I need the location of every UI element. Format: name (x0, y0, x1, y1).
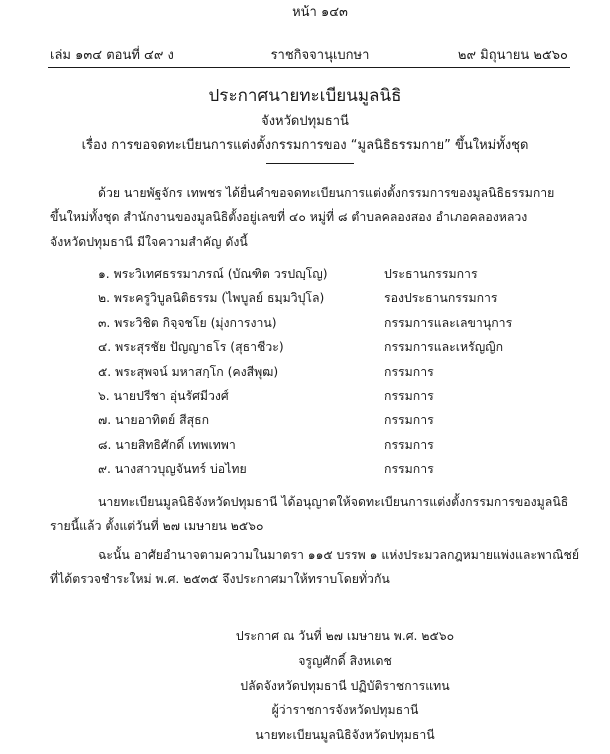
document-title: ประกาศนายทะเบียนมูลนิธิ (208, 86, 402, 106)
member-name: ๙. นางสาวบุญจันทร์ บ่อไทย (98, 462, 247, 477)
intro-line-2: ขึ้นใหม่ทั้งชุด สำนักงานของมูลนิธิตั้งอยู่เลขที่ ๔๐ หมู่ที่ ๘ ตำบลคลองสอง อำเภอคลองหลวง (50, 210, 528, 224)
member-position: กรรมการ (384, 462, 434, 477)
member-position: กรรมการและเลขานุการ (384, 315, 513, 330)
member-name: ๓. พระวิชิต กิจฺจชโย (มุ่งการงาน) (98, 315, 277, 330)
approval-line-2: รายนี้แล้ว ตั้งแต่วันที่ ๒๗ เมษายน ๒๕๖๐ (50, 519, 264, 533)
intro-line-3: จังหวัดปทุมธานี มีใจความสำคัญ ดังนี้ (50, 235, 248, 249)
list-item (98, 460, 558, 484)
member-position: ประธานกรรมการ (384, 267, 478, 281)
member-name: ๗. นายอาทิตย์ สีสุธก (98, 413, 210, 428)
member-position: กรรมการ (384, 364, 434, 379)
list-item (98, 338, 558, 362)
member-position: กรรมการ (384, 413, 434, 428)
member-position: รองประธานกรรมการ (384, 291, 498, 306)
authority-line-2: ที่ได้ตรวจชำระใหม่ พ.ศ. ๒๕๓๕ จึงประกาศมาให้ทราบโดยทั่วกัน (50, 572, 390, 586)
signatory-name: จรูญศักดิ์ สิงหเดช (298, 654, 392, 668)
gazette-name: ราชกิจจานุเบกษา (270, 48, 370, 63)
signatory-position-3: นายทะเบียนมูลนิธิจังหวัดปทุมธานี (255, 728, 435, 742)
list-item (98, 363, 558, 387)
approval-line-1: นายทะเบียนมูลนิธิจังหวัดปทุมธานี ได้อนุญาตให้จดทะเบียนการแต่งตั้งกรรมการของมูลนิธิ (98, 495, 569, 509)
member-name: ๖. นายปรีชา อุ่นรัศมีวงศ์ (98, 388, 229, 403)
intro-line-1: ด้วย นายพัฐจักร เทพชร ได้ยื่นคำขอจดทะเบียนการแต่งตั้งกรรมการของมูลนิธิธรรมกาย (98, 186, 555, 200)
province-line: จังหวัดปทุมธานี (261, 114, 349, 129)
member-name: ๕. พระสุพจน์ มหาสกฺโก (คงสีพุฒ) (98, 364, 279, 379)
header-divider (48, 67, 570, 68)
member-position: กรรมการและเหรัญญิก (384, 340, 504, 355)
page-number: หน้า ๑๔๓ (292, 5, 348, 20)
volume-issue: เล่ม ๑๓๔ ตอนที่ ๔๙ ง (50, 48, 174, 63)
signatory-position-2: ผู้ว่าราชการจังหวัดปทุมธานี (271, 703, 419, 717)
member-position: กรรมการ (384, 388, 434, 403)
member-name: ๘. นายสิทธิศักดิ์ เทพเทพา (98, 437, 236, 452)
gazette-date: ๒๙ มิถุนายน ๒๕๖๐ (457, 48, 568, 63)
list-item (98, 387, 558, 411)
list-item (98, 314, 558, 338)
member-name: ๔. พระสุรชัย ปัญญาธโร (สุธาชีวะ) (98, 340, 284, 355)
member-position: กรรมการ (384, 437, 434, 452)
committee-list (98, 265, 558, 485)
list-item (98, 289, 558, 313)
announcement-date: ประกาศ ณ วันที่ ๒๗ เมษายน พ.ศ. ๒๕๖๐ (235, 629, 455, 643)
list-item (98, 436, 558, 460)
signatory-position-1: ปลัดจังหวัดปทุมธานี ปฏิบัติราชการแทน (240, 679, 450, 693)
list-item (98, 411, 558, 435)
authority-line-1: ฉะนั้น อาศัยอำนาจตามความในมาตรา ๑๑๕ บรรพ ๑ แห่งประมวลกฎหมายแพ่งและพาณิชย์ (98, 548, 580, 562)
title-separator (266, 163, 354, 164)
member-name: ๒. พระครูวิบูลนิติธรรม (ไพบูลย์ ธมฺมวิปุโล) (98, 291, 325, 306)
list-item (98, 265, 558, 289)
subject-line: เรื่อง การขอจดทะเบียนการแต่งตั้งกรรมการของ “มูลนิธิธรรมกาย” ขึ้นใหม่ทั้งชุด (81, 138, 529, 153)
member-name: ๑. พระวิเทศธรรมาภรณ์ (บัณฑิต วรปญฺโญ) (98, 267, 328, 281)
